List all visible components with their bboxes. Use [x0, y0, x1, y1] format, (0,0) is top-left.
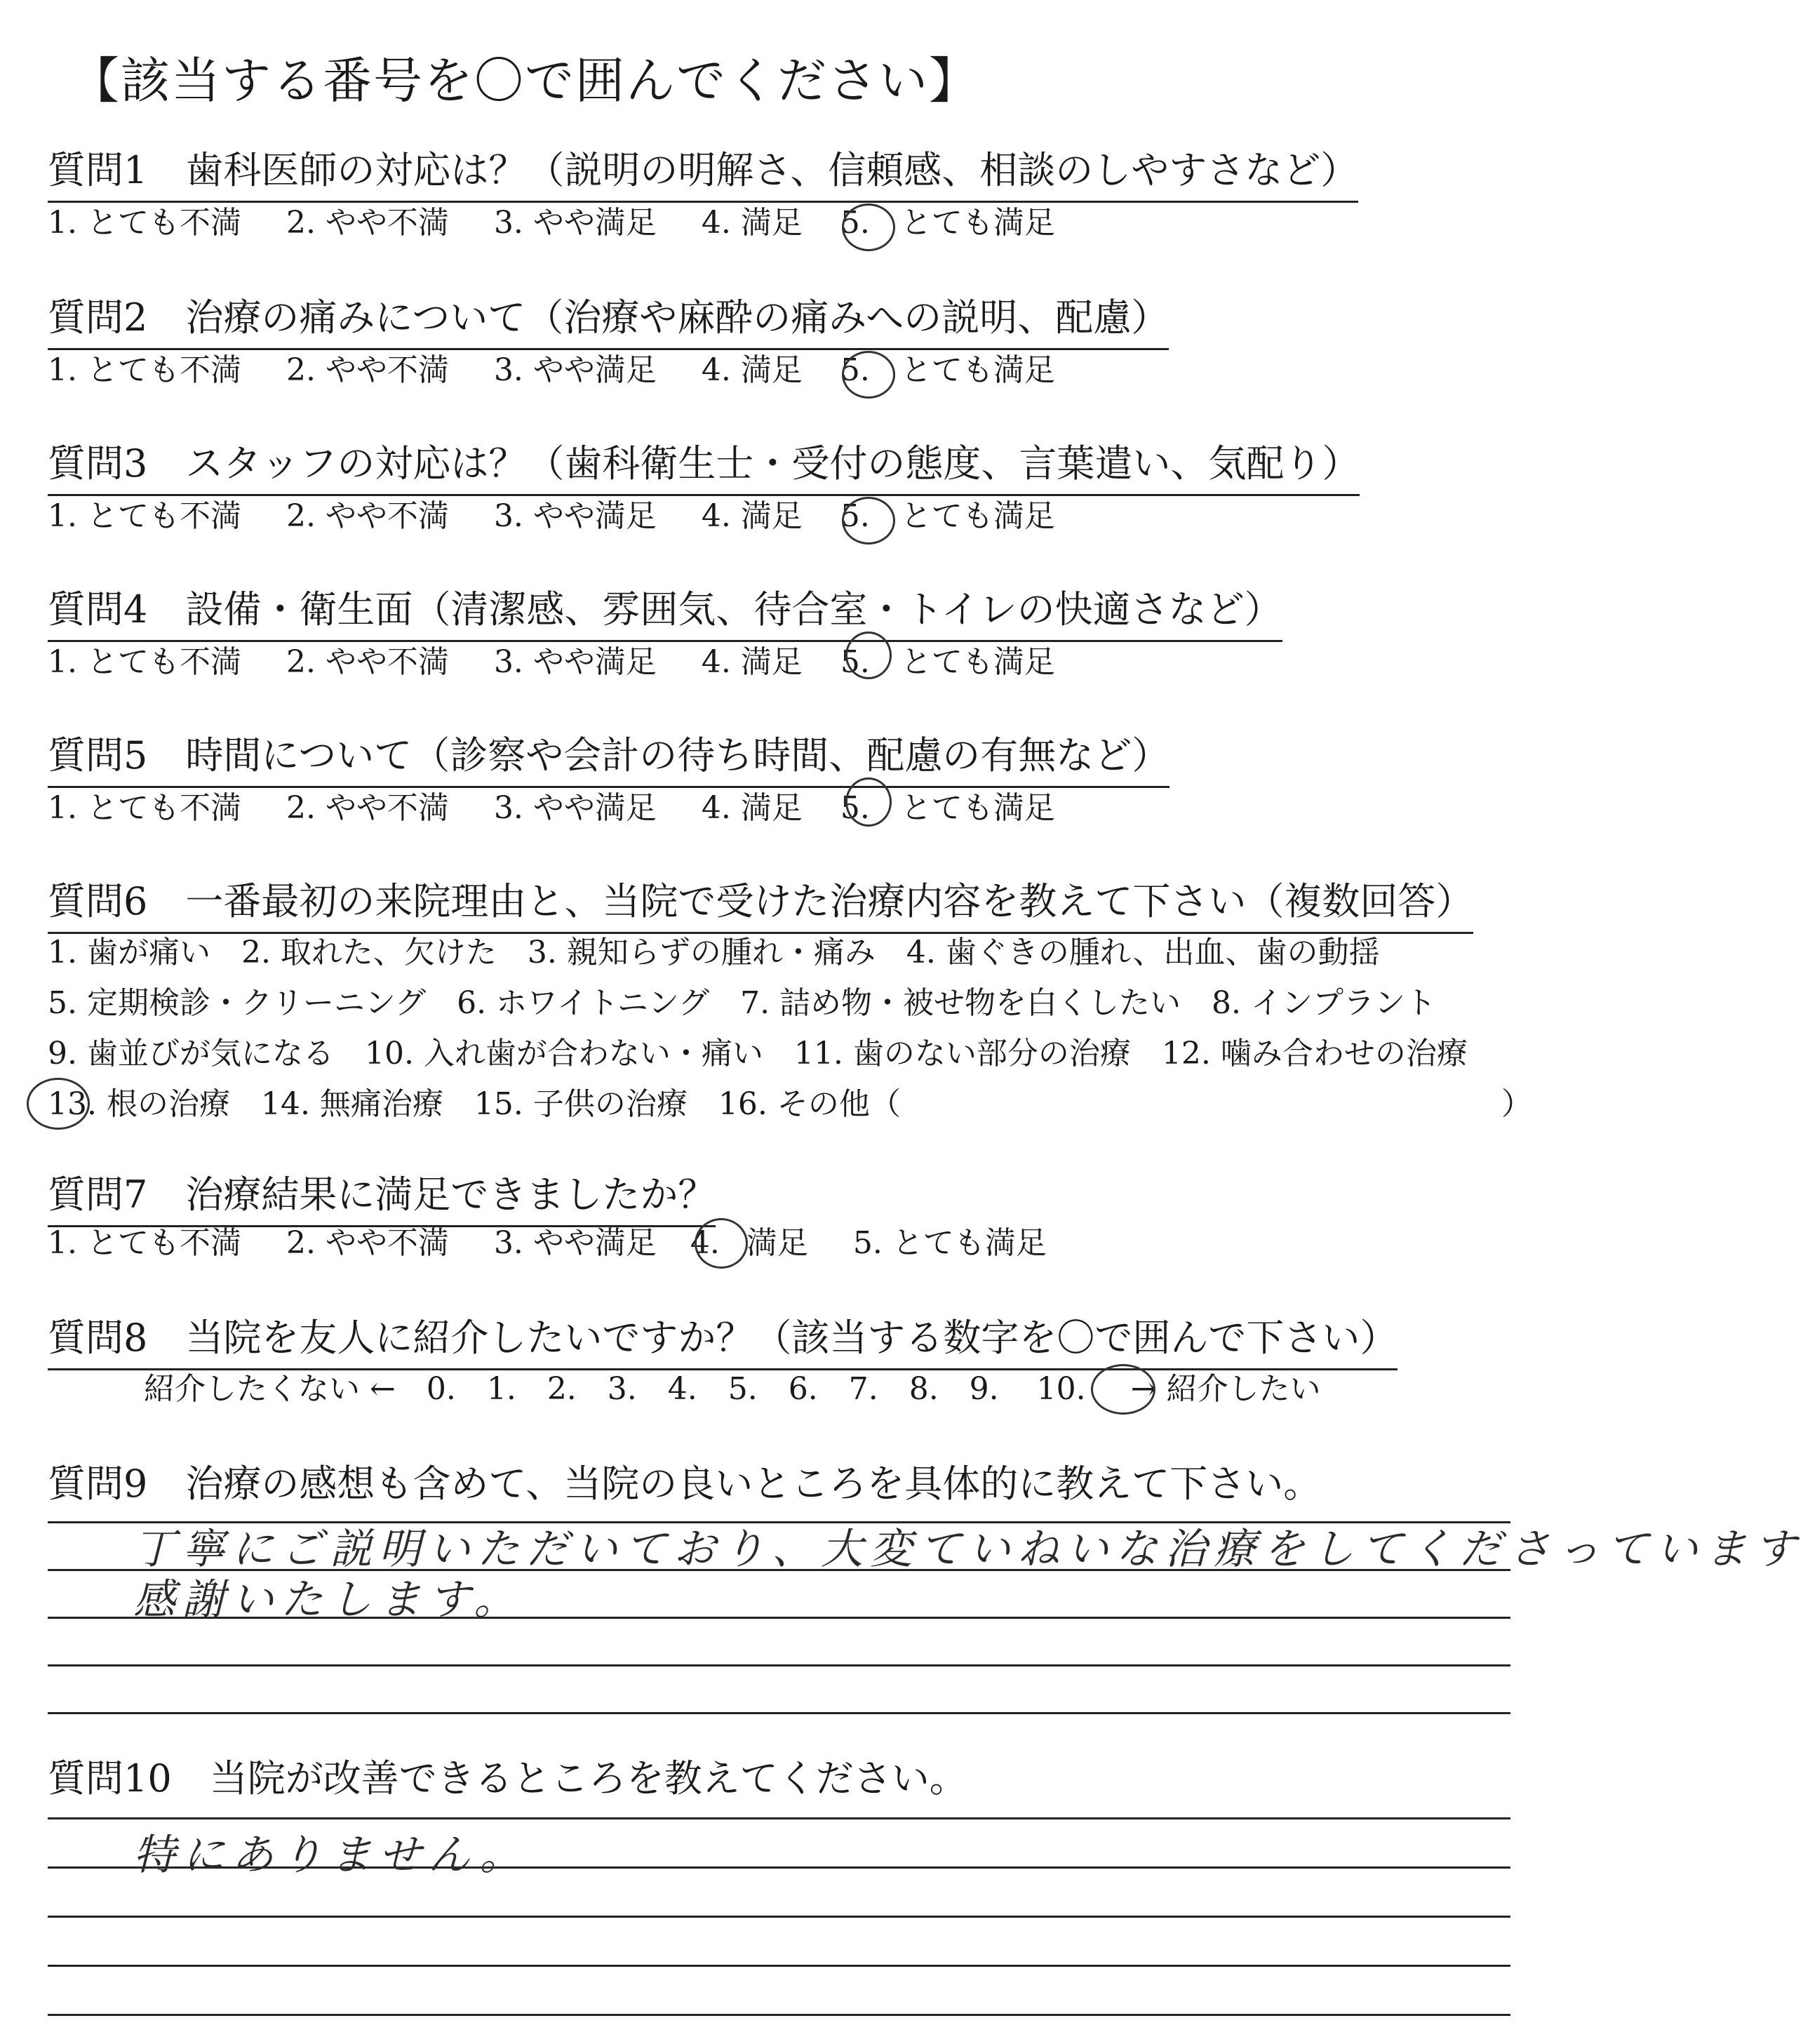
q7-option-2[interactable]: 2. やや不満 — [286, 1225, 449, 1261]
question-8-label: 質問8 当院を友人に紹介したいですか？（該当する数字を〇で囲んで下さい） — [48, 1314, 1398, 1370]
q6-options-line-4[interactable]: 13. 根の治療 14. 無痛治療 15. 子供の治療 16. その他（ — [48, 1086, 901, 1122]
q2-selection-circle — [842, 351, 895, 399]
q2-option-5-label: とても満足 — [900, 352, 1055, 388]
q5-option-4[interactable]: 4. 満足 — [701, 790, 803, 826]
q8-selection-circle — [1091, 1364, 1155, 1415]
q3-option-1[interactable]: 1. とても不満 — [48, 498, 241, 534]
q2-option-1[interactable]: 1. とても不満 — [48, 352, 241, 388]
form-title: 【該当する番号を〇で囲んでください】 — [70, 52, 979, 109]
q10-answer-line-5 — [48, 2014, 1510, 2016]
question-5-options — [48, 787, 1055, 829]
q7-option-5[interactable]: 5. とても満足 — [852, 1225, 1047, 1261]
question-2-label: 質問2 治療の痛みについて（治療や麻酔の痛みへの説明、配慮） — [48, 293, 1169, 350]
q4-selection-circle — [845, 632, 892, 679]
q8-scale-values[interactable]: 紹介したくない ← 0. 1. 2. 3. 4. 5. 6. 7. 8. 9. — [144, 1371, 999, 1407]
q5-option-5[interactable]: 5. — [840, 790, 870, 826]
q6-options-line-2[interactable]: 5. 定期検診・クリーニング 6. ホワイトニング 7. 詰め物・被せ物を白くしたい 8. インプラント — [48, 985, 1437, 1021]
q4-option-5[interactable]: 5. — [840, 644, 870, 680]
q8-option-10[interactable]: 10. — [1036, 1371, 1086, 1407]
q3-option-3[interactable]: 3. やや満足 — [493, 498, 657, 534]
question-5-label: 質問5 時間について（診察や会計の待ち時間、配慮の有無など） — [48, 731, 1169, 788]
question-2-options — [48, 349, 1055, 392]
question-7-label: 質問7 治療結果に満足できましたか？ — [48, 1170, 716, 1227]
q6-selection-circle — [27, 1078, 90, 1130]
question-1-options — [48, 202, 1055, 244]
question-10-label: 質問10 当院が改善できるところを教えてください。 — [48, 1756, 967, 1801]
q1-option-5-label: とても満足 — [900, 205, 1055, 241]
q10-handwritten-answer-1: 特にありません。 — [133, 1831, 529, 1880]
q5-option-3[interactable]: 3. やや満足 — [493, 790, 657, 826]
q2-option-4[interactable]: 4. 満足 — [701, 352, 803, 388]
q5-option-5-label: とても満足 — [900, 790, 1055, 826]
q8-scale-end: → 紹介したい — [1130, 1371, 1321, 1407]
q7-option-3[interactable]: 3. やや満足 — [493, 1225, 657, 1261]
q1-option-2[interactable]: 2. やや不満 — [286, 205, 449, 241]
q9-answer-line-5 — [48, 1712, 1510, 1714]
q1-option-5[interactable]: 5. — [840, 205, 870, 241]
question-3-label: 質問3 スタッフの対応は？（歯科衛生士・受付の態度、言葉遣い、気配り） — [48, 439, 1360, 496]
q7-option-4[interactable]: 4. — [690, 1225, 720, 1261]
q4-option-1[interactable]: 1. とても不満 — [48, 644, 241, 680]
q6-options-line-1[interactable]: 1. 歯が痛い 2. 取れた、欠けた 3. 親知らずの腫れ・痛み 4. 歯ぐきの腫れ、出血、歯の動揺 — [48, 935, 1380, 970]
question-4-label: 質問4 設備・衛生面（清潔感、雰囲気、待合室・トイレの快適さなど） — [48, 585, 1282, 642]
q6-other-close-paren: ） — [1501, 1086, 1532, 1122]
question-3-options — [48, 495, 1055, 537]
q4-option-3[interactable]: 3. やや満足 — [493, 644, 657, 680]
q1-option-1[interactable]: 1. とても不満 — [48, 205, 241, 241]
q2-option-3[interactable]: 3. やや満足 — [493, 352, 657, 388]
q7-selection-circle — [695, 1218, 748, 1269]
q7-option-1[interactable]: 1. とても不満 — [48, 1225, 241, 1261]
q3-selection-circle — [842, 497, 895, 545]
q10-answer-line-4 — [48, 1965, 1510, 1967]
question-7-options — [48, 1222, 1047, 1264]
question-4-options — [48, 641, 1055, 683]
q2-option-5[interactable]: 5. — [840, 352, 870, 388]
q3-option-4[interactable]: 4. 満足 — [701, 498, 803, 534]
q4-option-2[interactable]: 2. やや不満 — [286, 644, 449, 680]
q1-option-3[interactable]: 3. やや満足 — [493, 205, 657, 241]
q7-option-4-label: 満足 — [746, 1225, 808, 1261]
q9-handwritten-answer-1: 丁寧にご説明いただいており、大変ていねいな治療をしてくださっています — [133, 1525, 1803, 1574]
q5-option-2[interactable]: 2. やや不満 — [286, 790, 449, 826]
q1-option-4[interactable]: 4. 満足 — [701, 205, 803, 241]
q9-handwritten-answer-2: 感謝いたします。 — [133, 1575, 523, 1624]
q10-answer-line-3 — [48, 1916, 1510, 1918]
q6-options-line-3[interactable]: 9. 歯並びが気になる 10. 入れ歯が合わない・痛い 11. 歯のない部分の治療 12. 噛み合わせの治療 — [48, 1036, 1468, 1071]
q10-answer-line-1 — [48, 1817, 1510, 1819]
question-9-label: 質問9 治療の感想も含めて、当院の良いところを具体的に教えて下さい。 — [48, 1462, 1322, 1506]
q1-selection-circle — [842, 203, 895, 251]
q4-option-5-label: とても満足 — [900, 644, 1055, 680]
q9-answer-line-4 — [48, 1664, 1510, 1666]
q2-option-2[interactable]: 2. やや不満 — [286, 352, 449, 388]
q3-option-5-label: とても満足 — [900, 498, 1055, 534]
question-6-label: 質問6 一番最初の来院理由と、当院で受けた治療内容を教えて下さい（複数回答） — [48, 877, 1473, 934]
q5-selection-circle — [845, 777, 892, 827]
question-1-label: 質問1 歯科医師の対応は？（説明の明解さ、信頼感、相談のしやすさなど） — [48, 146, 1358, 203]
q4-option-4[interactable]: 4. 満足 — [701, 644, 803, 680]
q5-option-1[interactable]: 1. とても不満 — [48, 790, 241, 826]
q3-option-5[interactable]: 5. — [840, 498, 870, 534]
q3-option-2[interactable]: 2. やや不満 — [286, 498, 449, 534]
